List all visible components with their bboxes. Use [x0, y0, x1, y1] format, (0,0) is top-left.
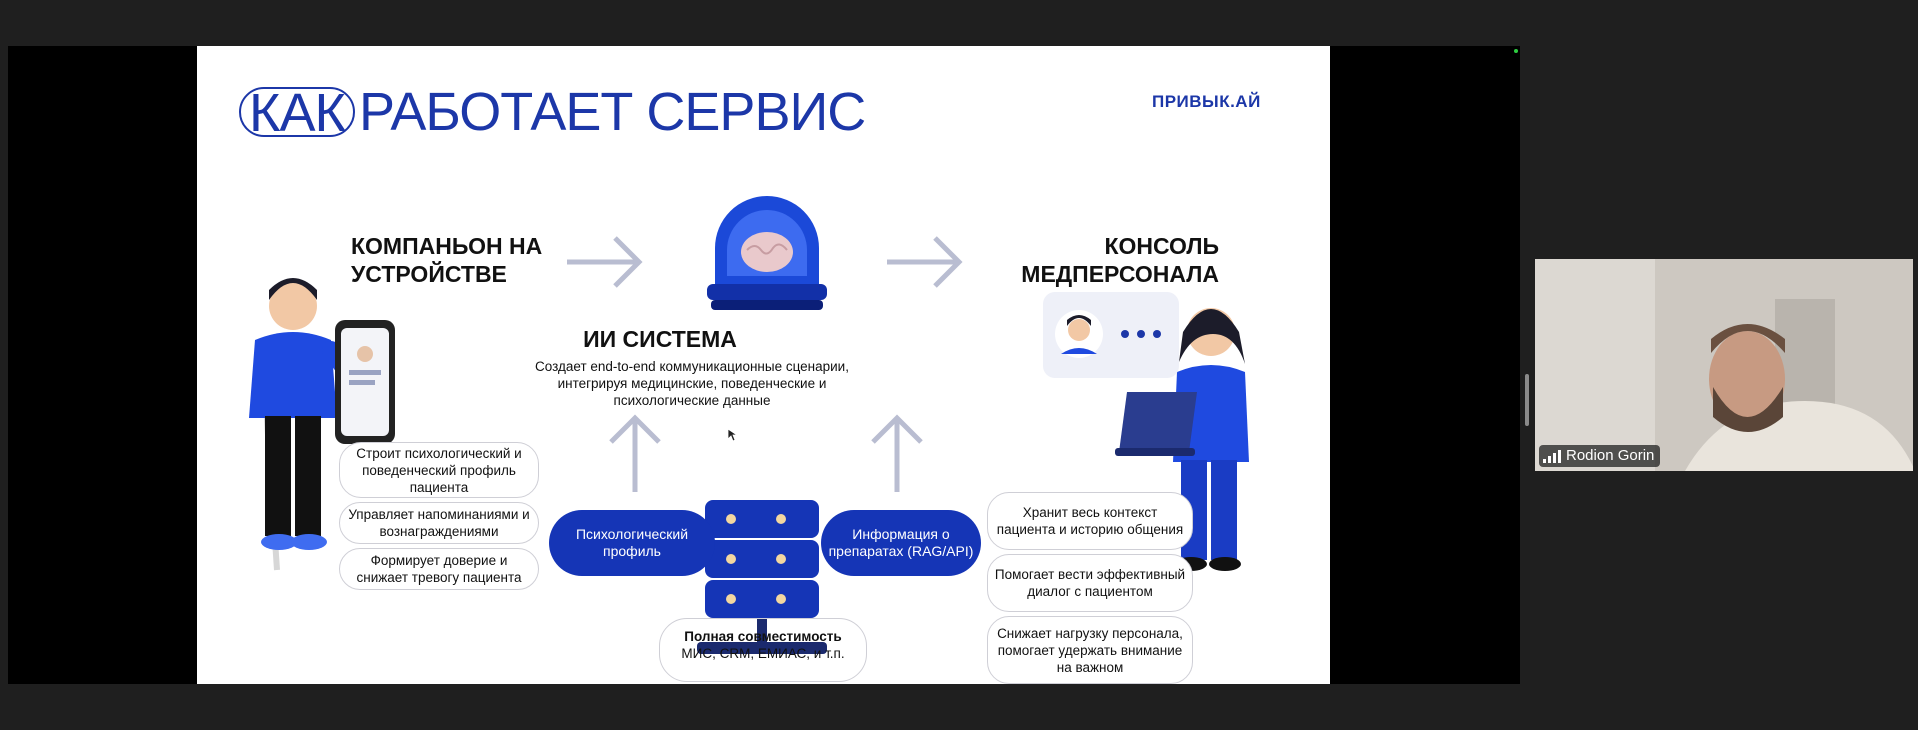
slide-title — [239, 80, 865, 144]
signal-bars-icon — [1543, 450, 1561, 463]
share-indicator-dot — [1514, 49, 1518, 53]
panel-resize-handle[interactable] — [1525, 374, 1529, 426]
right-arrow-icon — [885, 232, 965, 292]
console-header-line2: МЕДПЕРСОНАЛА — [1021, 261, 1219, 287]
ai-system-description: Создает end-to-end коммуникационные сценарии, интегрируя медицинские, поведенческие и психологические данные — [535, 359, 849, 408]
compatibility-pill — [659, 618, 867, 682]
left-feature-pill: Строит психологический и поведенческий профиль пациента — [339, 442, 539, 498]
left-feature-pill: Управляет напоминаниями и вознаграждениями — [339, 502, 539, 544]
ai-brain-dome-icon — [705, 196, 829, 316]
participant-video-tile[interactable] — [1535, 259, 1913, 471]
meeting-bottom-bar — [0, 684, 1918, 730]
psych-profile-pill: Психологический профиль — [549, 510, 715, 576]
up-arrow-icon — [605, 414, 665, 494]
title-text: РАБОТАЕТ СЕРВИС — [358, 82, 866, 142]
right-feature-pill: Помогает вести эффективный диалог с пациентом — [987, 554, 1193, 612]
companion-header-line1: КОМПАНЬОН НА — [351, 233, 543, 259]
participant-name-tag — [1539, 445, 1660, 467]
ai-system-title: ИИ СИСТЕМА — [583, 326, 737, 352]
title-circled-word: КАК — [239, 87, 355, 137]
meeting-top-bar — [0, 0, 1918, 46]
drug-info-pill: Информация о препаратах (RAG/API) — [821, 510, 981, 576]
compatibility-title: Полная совместимость — [684, 629, 842, 644]
brand-logo: ПРИВЫК.АЙ — [1152, 92, 1261, 111]
presentation-slide — [197, 46, 1330, 684]
participant-name: Rodion Gorin — [1566, 447, 1655, 464]
right-feature-pill: Снижает нагрузку персонала, помогает удержать внимание на важном — [987, 616, 1193, 684]
right-feature-pill: Хранит весь контекст пациента и историю общения — [987, 492, 1193, 550]
companion-header-line2: УСТРОЙСТВЕ — [351, 261, 507, 287]
right-arrow-icon — [565, 232, 645, 292]
participant-video-icon — [1535, 259, 1913, 471]
chat-bubble-icon — [1043, 292, 1179, 382]
up-arrow-icon — [867, 414, 927, 494]
mouse-cursor-icon — [727, 428, 737, 442]
console-header-line1: КОНСОЛЬ — [1104, 233, 1219, 259]
left-feature-pill: Формирует доверие и снижает тревогу пациента — [339, 548, 539, 590]
console-header — [1009, 232, 1219, 288]
compatibility-text: МИС, CRM, ЕМИАС, и т.п. — [681, 646, 845, 661]
